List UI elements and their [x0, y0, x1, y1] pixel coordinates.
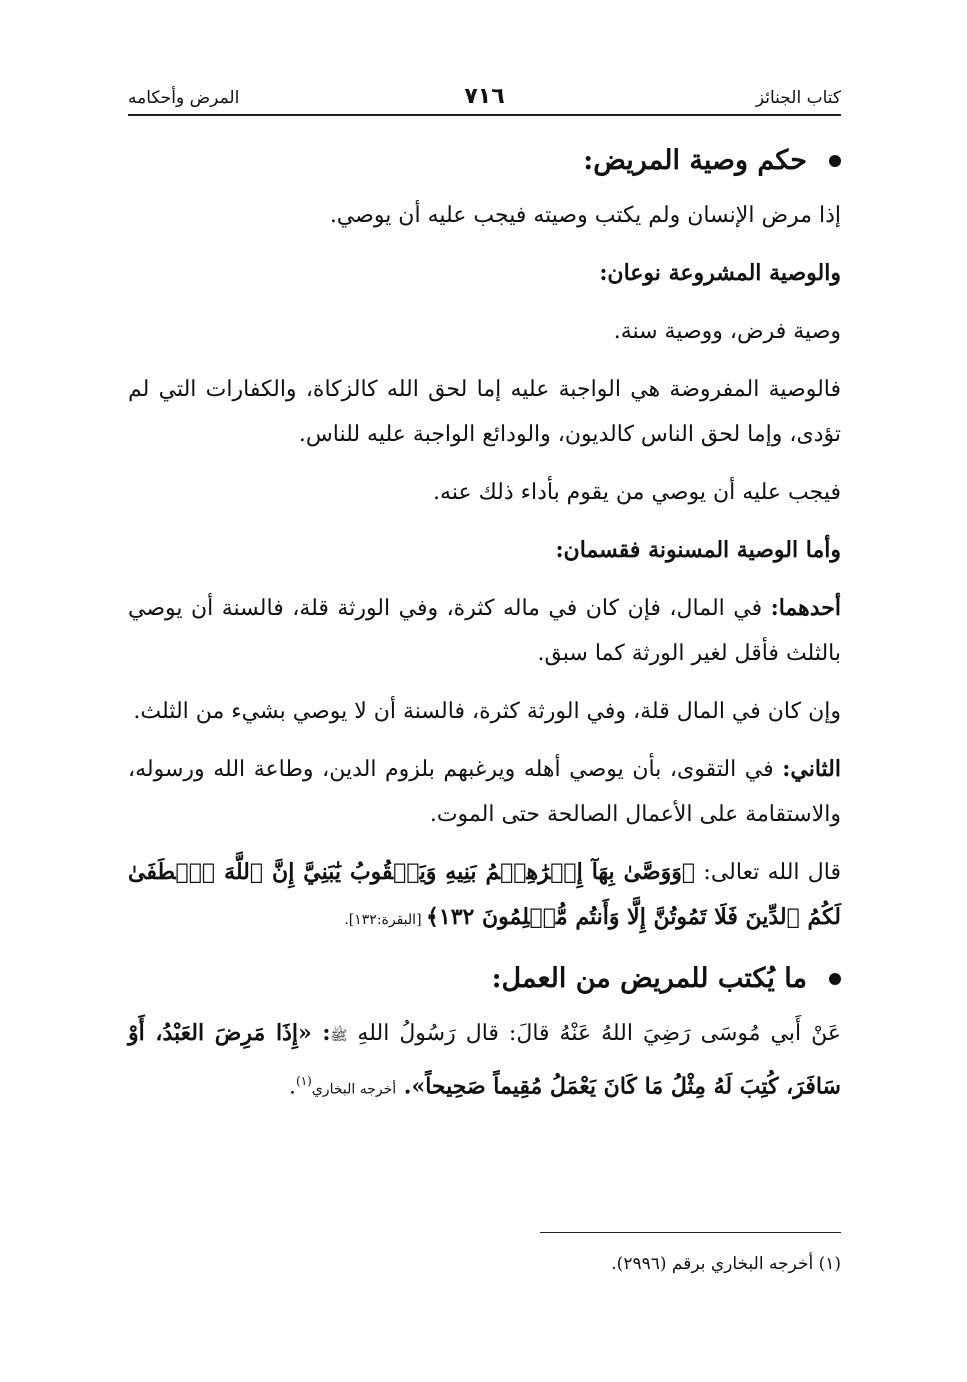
paragraph: إذا مرض الإنسان ولم يكتب وصيته فيجب عليه أن يوصي.: [329, 203, 841, 228]
book-title: كتاب الجنائز: [755, 88, 841, 108]
main-text: [128, 138, 841, 1125]
verse-reference: [البقرة:١٣٢].: [344, 912, 426, 928]
paragraph: [128, 747, 841, 837]
salutation-glyph: ﷺ: [330, 1028, 348, 1044]
quran-intro: قال الله تعالى:: [695, 860, 842, 885]
section-heading-sick-reward: [128, 956, 841, 1001]
subheading: وأما الوصية المسنونة فقسمان:: [555, 537, 841, 563]
hadith-source: أخرجه البخاري: [311, 1081, 397, 1098]
quran-verse: ﴿وَوَصَّىٰ بِهَآ إِبۡرَٰهِـۧمُ بَنِيهِ وَيَعۡقُوبُ يَٰبَنِيَّ إِنَّ ٱللَّهَ ٱصۡطَفَىٰ لَكُمُ ٱلدِّينَ فَلَا تَمُوتُنَّ إِلَّا وَأَنتُم مُّسۡلِمُونَ ١٣٢﴾: [128, 859, 841, 930]
bullet-icon: [829, 155, 841, 167]
hadith-end: .: [289, 1074, 297, 1100]
heading-text: ما يُكتب للمريض من العمل:: [491, 963, 807, 994]
hadith-chain: عَنْ أَبي مُوسَى رَضِيَ اللهُ عَنْهُ قالَ: قال رَسُولُ اللهِ: [347, 1021, 841, 1046]
hadith-paragraph: [128, 1011, 841, 1112]
heading-text: حكم وصية المريض:: [583, 145, 807, 176]
section-heading-will: [128, 138, 841, 183]
paragraph-text: في التقوى، بأن يوصي أهله ويرغبهم بلزوم الدين، وطاعة الله ورسوله، والاستقامة على الأعمال الصالحة حتى الموت.: [128, 757, 841, 827]
paragraph: [128, 586, 841, 676]
running-header: [128, 80, 841, 116]
paragraph: فيجب عليه أن يوصي من يقوم بأداء ذلك عنه.: [433, 480, 841, 505]
hadith-text: : «إِذَا مَرِضَ العَبْدُ، أَوْ سَافَرَ، كُتِبَ لَهُ مِثْلُ مَا كَانَ يَعْمَلُ مُقِيماً صَحِيحاً».: [128, 1020, 841, 1100]
bullet-icon: [829, 973, 841, 985]
footnote-marker: (١): [296, 1074, 312, 1088]
quran-paragraph: [128, 850, 841, 943]
page-number: ٧١٦: [464, 84, 505, 109]
chapter-title: المرض وأحكامه: [128, 88, 240, 108]
paragraph-text: في المال، فإن كان في ماله كثرة، وفي الورثة قلة، فالسنة أن يوصي بالثلث فأقل لغير الورثة كما سبق.: [128, 596, 841, 666]
footnote: (١) أخرجه البخاري برقم (٢٩٩٦).: [611, 1254, 841, 1274]
paragraph-lead: أحدهما:: [770, 595, 841, 621]
footnote-rule: [540, 1232, 841, 1233]
paragraph: وصية فرض، ووصية سنة.: [613, 319, 841, 344]
paragraph: فالوصية المفروضة هي الواجبة عليه إما لحق الله كالزكاة، والكفارات التي لم تؤدى، وإما لحق الناس كالديون، والودائع الواجبة عليه للناس.: [128, 377, 841, 447]
subheading: والوصية المشروعة نوعان:: [599, 260, 841, 286]
header-rule: [128, 114, 841, 116]
paragraph: وإن كان في المال قلة، وفي الورثة كثرة، فالسنة أن لا يوصي بشيء من الثلث.: [133, 699, 841, 724]
paragraph-lead: الثاني:: [782, 756, 841, 782]
